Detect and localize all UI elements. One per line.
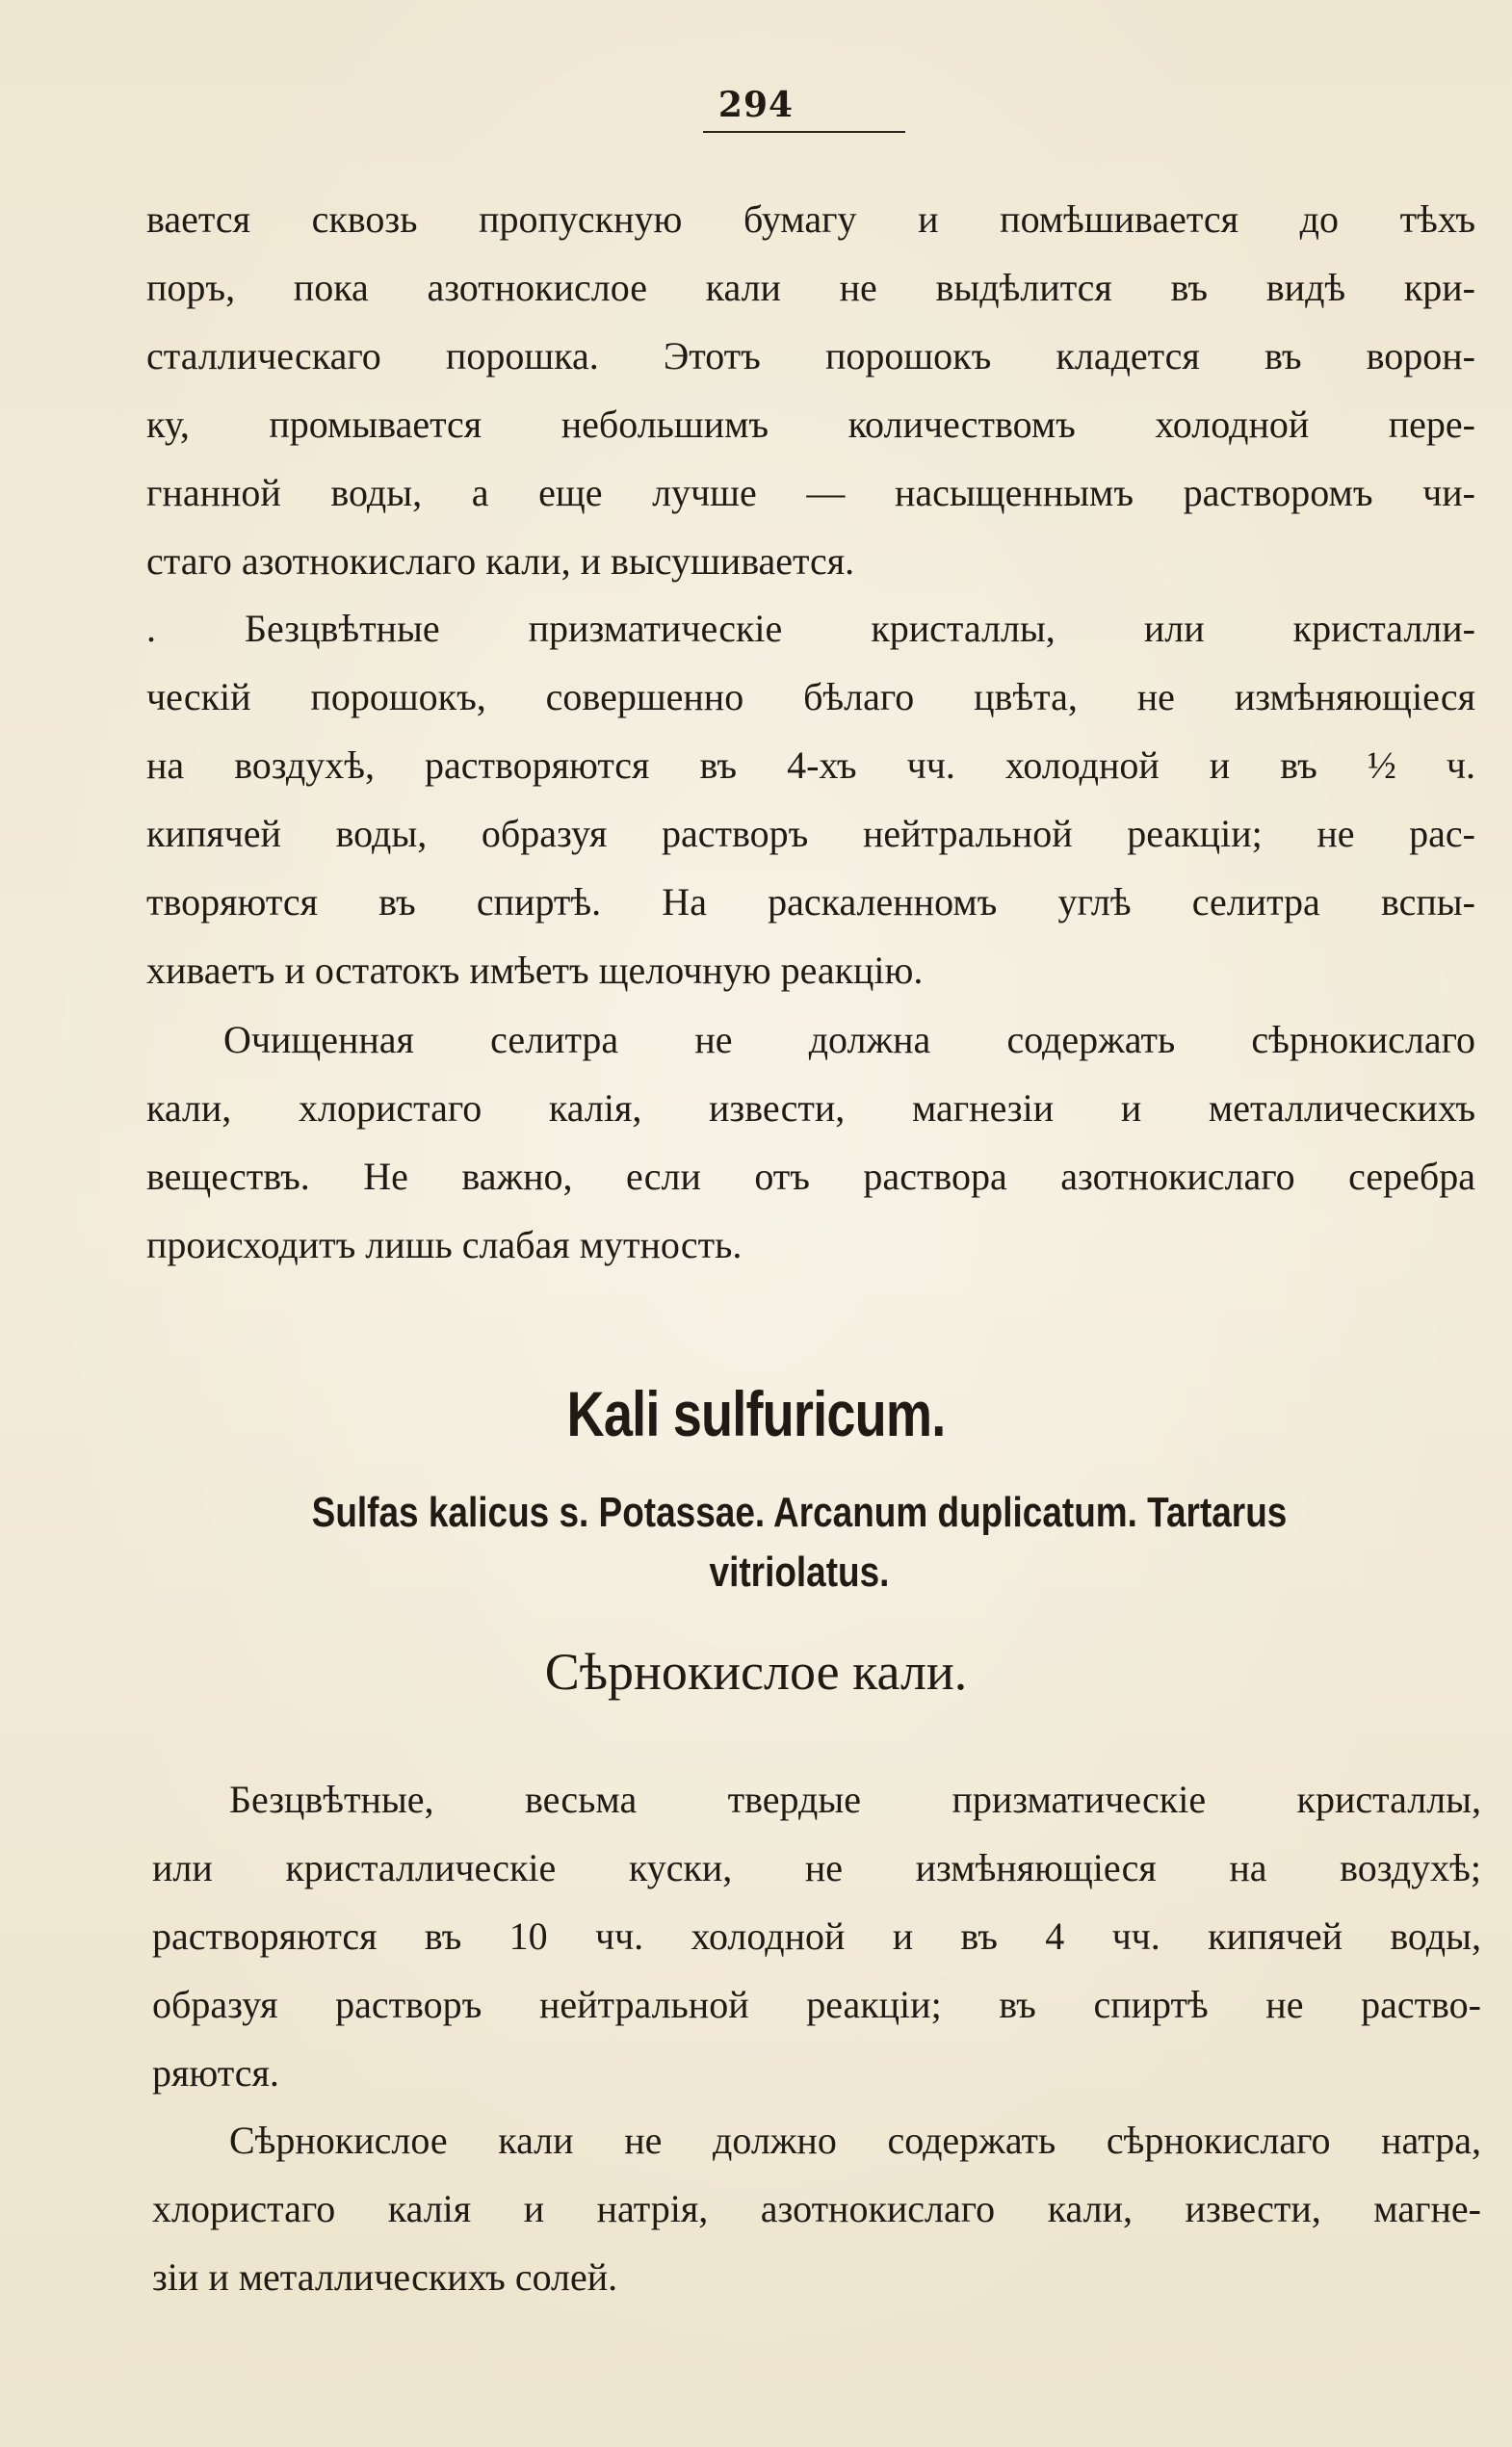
article-title: Kali sulfuricum.	[566, 1378, 946, 1449]
text-line: поръ, пока азотнокислое кали не выдѣлится въ видѣ кри-	[146, 266, 1475, 309]
text-line: . Безцвѣтные призматическіе кристаллы, или кристалли-	[146, 607, 1475, 650]
text-line: ряются.	[152, 2051, 279, 2095]
text-line: ку, промывается небольшимъ количествомъ холодной пере-	[146, 403, 1475, 446]
text-line: хлористаго калія и натрія, азотнокислаго кали, извести, магне-	[152, 2187, 1481, 2230]
text-line: растворяются въ 10 чч. холодной и въ 4 чч. кипячей воды,	[152, 1914, 1481, 1958]
text-line: происходитъ лишь слабая мутность.	[146, 1223, 743, 1266]
article-paragraph-description	[152, 1765, 1481, 2107]
paragraph-purity	[146, 1005, 1475, 1279]
text-line: образуя растворъ нейтральной реакціи; въ спиртѣ не раство-	[152, 1983, 1481, 2026]
text-line: ческій порошокъ, совершенно бѣлаго цвѣта, не измѣняющіеся	[146, 675, 1475, 718]
russian-title: Сѣрнокислое кали.	[544, 1643, 968, 1701]
text-line: на воздухѣ, растворяются въ 4-хъ чч. холодной и въ ½ ч.	[146, 743, 1475, 787]
page-number-rule	[703, 131, 905, 133]
text-line: или кристаллическіе куски, не измѣняющіеся на воздухѣ;	[152, 1846, 1481, 1889]
synonyms-line: vitriolatus.	[709, 1549, 890, 1596]
latin-synonyms	[173, 1483, 1425, 1602]
synonyms-line: Sulfas kalicus s. Potassae. Arcanum duplicatum. Tartarus	[311, 1489, 1288, 1536]
text-line: творяются въ спиртѣ. На раскаленномъ углѣ селитра вспы-	[146, 880, 1475, 924]
article-paragraph-purity	[152, 2106, 1481, 2311]
paragraph-continuation	[146, 185, 1475, 595]
text-line: стаго азотнокислаго кали, и высушивается.	[146, 539, 855, 583]
text-line: хиваетъ и остатокъ имѣетъ щелочную реакцію.	[146, 949, 924, 992]
page-number: 294	[717, 85, 795, 125]
text-line: Очищенная селитра не должна содержать сѣрнокислаго	[223, 1018, 1475, 1061]
text-line: сталлическаго порошка. Этотъ порошокъ кладется въ ворон-	[146, 334, 1475, 377]
text-line: кали, хлористаго калія, извести, магнезіи и металлическихъ	[146, 1086, 1475, 1130]
text-line: кипячей воды, образуя растворъ нейтральной реакціи; не рас-	[146, 812, 1475, 855]
text-line: веществъ. Не важно, если отъ раствора азотнокислаго серебра	[146, 1155, 1475, 1198]
text-line: гнанной воды, а еще лучше — насыщеннымъ растворомъ чи-	[146, 471, 1475, 514]
text-line: вается сквозь пропускную бумагу и помѣшивается до тѣхъ	[146, 197, 1475, 241]
text-line: зіи и металлическихъ солей.	[152, 2255, 618, 2299]
text-line: Сѣрнокислое кали не должно содержать сѣрнокислаго натра,	[229, 2119, 1481, 2162]
text-line: Безцвѣтные, весьма твердые призматическіе кристаллы,	[229, 1778, 1481, 1821]
paragraph-description	[146, 594, 1475, 1004]
